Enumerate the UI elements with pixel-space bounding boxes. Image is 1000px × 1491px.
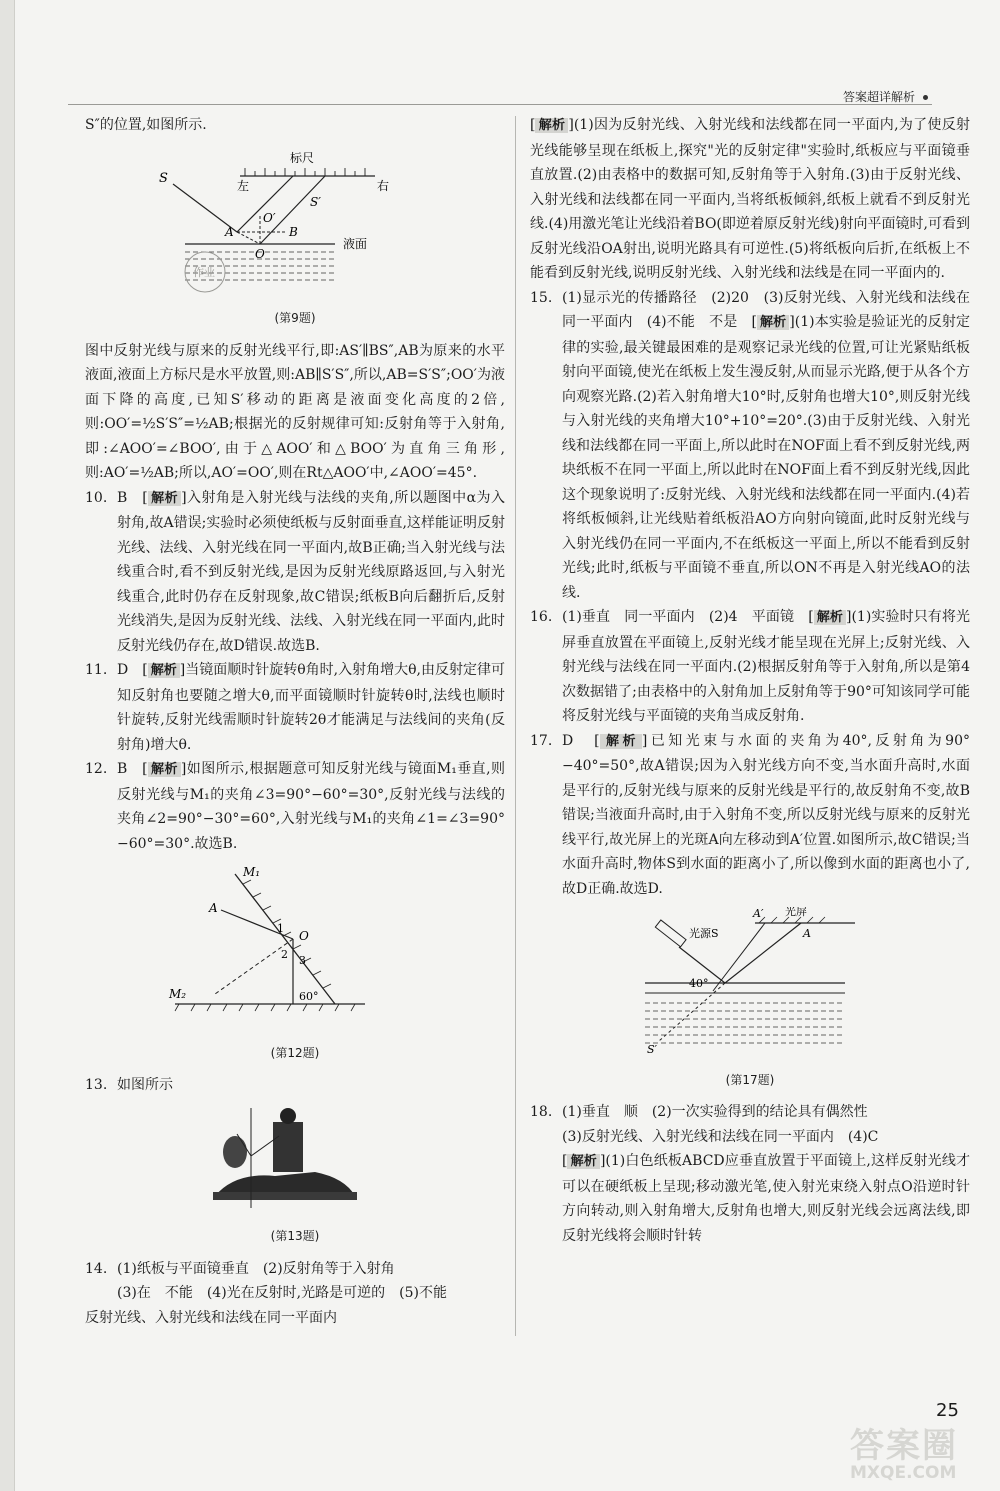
bird-shape (223, 1136, 247, 1168)
q10-tag: 解析 (148, 491, 181, 506)
q18-number: 18. (530, 1104, 553, 1120)
question-11: 11. D [ 解析 ]当镜面顺时针旋转θ角时,入射角增大θ,由反射定律可知反射角也要随之增大θ,而平面镜顺时针旋转θ时,法线也顺时针旋转,反射光线需顺时针旋转2θ才能满足与法线间的夹角(反射角)增大θ. (85, 658, 505, 757)
label-A: A (803, 927, 811, 940)
label-ruler: 标尺 (290, 150, 315, 165)
dashed-ray (237, 232, 260, 244)
figure-13 (85, 1104, 505, 1249)
label-60deg: 60° (299, 990, 319, 1003)
q18-tag: 解析 (567, 1154, 599, 1169)
q17-tag: 解析 (600, 734, 642, 749)
q11-number: 11. (85, 662, 108, 678)
q18-line-2: (3)反射光线、入射光线和法线在同一平面内 (4)C (562, 1128, 879, 1145)
watermark-logo (850, 1418, 958, 1483)
figure-17-caption: (第17题) (725, 1072, 775, 1087)
page-number: 25 (936, 1400, 959, 1421)
q12-answer: B (117, 761, 128, 777)
q14-explanation: [ 解析 ](1)因为反射光线、入射光线和法线都在同一平面内,为了使反射光线能够呈现在纸板上,探究"光的反射定律"实验时,纸板应与平面镜垂直放置.(2)由表格中的数据可知,反射角等于入射角.(3)由于反射光线、入射光线和法线都在同一平面内,当将纸板倾斜,纸板上就看不到反射光线.(4)用激光笔让光线沿着BO(即逆着原反射光线)射向平面镜时,可看到反射光线沿OA射出,说明光路具有可逆性.(5)将纸板向后折,在纸板上不能看到反射光线,说明反射光线、入射光线和法线是在同一平面内的. (530, 117, 970, 281)
q15-text: (1)本实验是验证光的反射定律的实验,最关键最困难的是观察记录光线的位置,可让光紧贴纸板射向平面镜,使光在纸板上发生漫反射,从而显示光路,便于从各个方向观察光路.(2)若入射角增大10°时,反射角也增大10°,则反射光线与入射光线的夹角增大10°+10°=20°.(3)由于反射光线、入射光线和法线都在同一平面上,所以此时在NOF面上看不到反射光线,两块纸板不在同一平面上,所以此时在NOF面上看不到反射光线,因此这个现象说明了:反射光线、入射光线和法线都在同一平面内.(4)若将纸板倾斜,让光线贴着纸板沿AO方向射向镜面,此时反射光线与入射光线仍在同一平面内,不在纸板这一平面上,所以不能看到反射光线;此时,纸板与平面镜不垂直,所以ON不再是入射光线AO的法线. (562, 314, 970, 601)
label-S-prime: S′ (647, 1043, 658, 1056)
q13-number: 13. (85, 1077, 108, 1093)
q14-tag: 解析 (535, 118, 568, 133)
question-14 (85, 1257, 505, 1306)
question-15: 15. (1)显示光的传播路径 (2)20 (3)反射光线、入射光线和法线在同一平面内 (4)不能 不是 [ 解析 ](1)本实验是验证光的反射定律的实验,最关键最困难的是观察记录光线的位置,可让光紧贴纸板射向平面镜,使光在纸板上发生漫反射,从而显示光路,便于从各个方向观察光路.(2)若入射角增大10°时,反射角也增大10°,则反射光线与入射光线的夹角增大10°+10°=20°.(3)由于反射光线、入射光线和法线都在同一平面上,所以此时在NOF面上看不到反射光线,两块纸板不在同一平面上,所以此时在NOF面上看不到反射光线,因此这个现象说明了:反射光线、入射光线和法线都在同一平面内.(4)若将纸板倾斜,让光线贴着纸板沿AO方向射向镜面,此时反射光线与入射光线仍在同一平面内,不在纸板这一平面上,所以不能看到反射光线;此时,纸板与平面镜不垂直,所以ON不再是入射光线AO的法线. (530, 286, 970, 606)
q15-tag: 解析 (757, 315, 789, 330)
page-binding-edge (0, 0, 15, 1491)
intro-line: S″的位置,如图所示. (85, 117, 207, 133)
watermark-sub: MXQE.COM (850, 1463, 957, 1483)
q18-text: (1)白色纸板ABCD应垂直放置于平面镜上,这样反射光线才可以在硬纸板上呈现;移动激光笔,使入射光束绕入射点O沿逆时针方向转动,则入射角增大,反射角也增大,则反射光线会远离法线,即反射光线将会顺时针转 (562, 1153, 970, 1244)
q13-text: 如图所示 (117, 1077, 173, 1093)
mirror-M2-hatch (175, 1004, 355, 1011)
q14-line-2: (3)在 不能 (4)光在反射时,光路是可逆的 (5)不能 (117, 1285, 447, 1301)
q17-text: 已知光束与水面的夹角为40°,反射角为90°−40°=50°,故A错误;因为入射光线方向不变,当水面升高时,水面是平行的,反射光线与原来的反射光线是平行的,故反射角不变,故B错误;当液面升高时,由于入射角不变,所以反射光线与原来的反射光线平行,故光屏上的光斑A向左移动到A′位置.如图所示,故C错误;当水面升高时,物体S到水面的距离小了,所以像到水面的距离也小了,故D正确.故选D. (562, 732, 970, 897)
q16-answer: (1)垂直 同一平面内 (2)4 平面镜 (562, 609, 795, 625)
q14-number: 14. (85, 1260, 108, 1277)
q15-number: 15. (530, 289, 553, 306)
q14-explanation-text: (1)因为反射光线、入射光线和法线都在同一平面内,为了使反射光线能够呈现在纸板上,探究"光的反射定律"实验时,纸板应与平面镜垂直放置.(2)由表格中的数据可知,反射角等于入射角.(3)由于反射光线、入射光线和法线都在同一平面内,当将纸板倾斜,纸板上就看不到反射光线.(4)用激光笔让光线沿着BO(即逆着原反射光线)射向平面镜时,可看到反射光线沿OA射出,说明光路具有可逆性.(5)将纸板向后折,在纸板上不能看到反射光线,说明反射光线、入射光线和法线是在同一平面内的. (530, 117, 970, 281)
figure-12 (85, 862, 505, 1065)
stamp-text: 作业 (193, 265, 215, 279)
laser-source (655, 920, 686, 947)
q11-tag: 解析 (148, 663, 180, 678)
column-divider (515, 116, 516, 1336)
label-A: A (209, 901, 218, 915)
q17-number: 17. (530, 732, 553, 749)
image-dashed (659, 983, 725, 1041)
left-column (85, 113, 505, 1330)
q16-number: 16. (530, 609, 553, 625)
label-B: B (289, 224, 298, 239)
label-source: 光源S (689, 927, 719, 940)
person-body (273, 1122, 303, 1172)
ruler-ticks (245, 168, 365, 176)
reflected-beam (725, 923, 801, 983)
label-left: 左 (237, 178, 250, 193)
q16-tag: 解析 (814, 610, 846, 625)
question-17: 17. D [ 解析 ]已知光束与水面的夹角为40°,反射角为90°−40°=50°,故A错误;因为入射光线方向不变,当水面升高时,水面是平行的,反射光线与原来的反射光线是平行的,故反射角不变,故B错误;当液面升高时,由于入射角不变,所以反射光线与原来的反射光线平行,故光屏上的光斑A向左移动到A′位置.如图所示,故C错误;当水面升高时,物体S到水面的距离小了,所以像到水面的距离也小了,故D正确.故选D. (530, 729, 970, 902)
figure-9 (85, 144, 505, 331)
question-16: 16. (1)垂直 同一平面内 (2)4 平面镜 [ 解析 ](1)实验时只有将光屏垂直放置在平面镜上,反射光线才能呈现在光屏上;反射光线、入射光线与法线在同一平面内.(2)根据反射角等于入射角,所以是第4次数据错了;由表格中的入射角加上反射角等于90°可知该同学可能将反射光线与平面镜的夹角当成反射角. (530, 605, 970, 729)
right-column (530, 113, 970, 1248)
q10-text: 入射角是入射光线与法线的夹角,所以题图中α为入射角,故A错误;实验时必须使纸板与反射面垂直,这样能证明反射光线、法线、入射光线在同一平面内,故B正确;当入射光线与法线重合时,看不到反射光线,是因为反射光线原路返回,与入射光线重合,此时仍存在反射现象,故C错误;纸板B向后翻折后,反射光线消失,是因为反射光线、法线、入射光线在同一平面内,此时反射光线仍存在,故D错误.故选B. (117, 489, 506, 654)
rock-base (213, 1192, 357, 1200)
q16-text: (1)实验时只有将光屏垂直放置在平面镜上,反射光线才能呈现在光屏上;反射光线、入射光线与法线在同一平面内.(2)根据反射角等于入射角,所以是第4次数据错了;由表格中的入射角加上反射角等于90°可知该同学可能将反射光线与平面镜的夹角当成反射角. (562, 609, 970, 724)
figure-13-caption: (第13题) (270, 1229, 320, 1243)
figure-12-caption: (第12题) (270, 1045, 320, 1060)
water-lines (645, 1003, 845, 1043)
q18-line-1: (1)垂直 顺 (2)一次实验得到的结论具有偶然性 (562, 1104, 868, 1120)
label-screen: 光屏 (785, 907, 807, 918)
person-head (280, 1108, 296, 1124)
q10-number: 10. (85, 489, 108, 506)
label-A: A (225, 224, 234, 239)
figure-17-diagram (635, 907, 865, 1057)
label-angle-3: 3 (299, 954, 306, 967)
question-13 (85, 1073, 505, 1098)
q14-line-3: 反射光线、入射光线和法线在同一平面内 (85, 1309, 337, 1326)
label-A-prime: A′ (753, 907, 764, 920)
label-S-prime: S′ (310, 194, 321, 209)
label-right: 右 (377, 178, 390, 193)
watermark-main: 答案圈 (850, 1426, 958, 1466)
q12-text: 如图所示,根据题意可知反射光线与镜面M₁垂直,则反射光线与M₁的夹角∠3=90°−60°=30°,反射光线与法线的夹角∠2=90°−30°=60°,入射光线与M₁的夹角∠1=∠3=90°−60°=30°.故选B. (117, 761, 505, 852)
question-12: 12. B [ 解析 ]如图所示,根据题意可知反射光线与镜面M₁垂直,则反射光线与M₁的夹角∠3=90°−60°=30°,反射光线与法线的夹角∠2=90°−30°=60°,入射光线与M₁的夹角∠1=∠3=90°−60°=30°.故选B. (85, 757, 505, 856)
figure-12-diagram (165, 862, 425, 1030)
question-18: 18. (1)垂直 顺 (2)一次实验得到的结论具有偶然性 (3)反射光线、入射光线和法线在同一平面内 (4)C [ 解析 ](1)白色纸板ABCD应垂直放置于平面镜上,这样反射光线才可以在硬纸板上呈现;移动激光笔,使入射光束绕入射点O沿逆时针方向转动,则入射角增大,反射角也增大,则反射光线会远离法线,即反射光线将会顺时针转 (530, 1100, 970, 1248)
figure-13-photo (195, 1104, 395, 1214)
label-O-prime: O′ (263, 210, 276, 225)
label-M2: M₂ (169, 987, 187, 1001)
label-S: S (159, 170, 168, 186)
q14-line-1: (1)纸板与平面镜垂直 (2)反射角等于入射角 (117, 1260, 395, 1277)
label-liquid: 液面 (343, 236, 368, 251)
mirror-M1-hatch (243, 880, 331, 988)
q11-text: 当镜面顺时针旋转θ角时,入射角增大θ,由反射定律可知反射角也要随之增大θ,而平面镜顺时针旋转θ时,法线也顺时针旋转,反射光线需顺时针旋转2θ才能满足与法线间的夹角(反射角)增大θ. (117, 662, 505, 753)
question-10: 10. B [ 解析 ]入射角是入射光线与法线的夹角,所以题图中α为入射角,故A错误;实验时必须使纸板与反射面垂直,这样能证明反射光线、法线、入射光线在同一平面内,故B正确;当入射光线与法线重合时,看不到反射光线,是因为反射光线原路返回,与入射光线重合,此时仍存在反射现象,故C错误;纸板B向后翻折后,反射光线消失,是因为反射光线、法线、入射光线在同一平面内,此时反射光线仍存在,故D错误.故选B. (85, 486, 505, 659)
mirror-M1 (235, 874, 335, 1004)
label-O: O (255, 246, 265, 261)
q12-number: 12. (85, 761, 108, 777)
header-dot-icon (923, 95, 928, 100)
label-O: O (299, 929, 309, 943)
label-M1: M₁ (243, 865, 261, 879)
label-angle-2: 2 (281, 948, 288, 961)
header-title: 答案超详解析 (843, 88, 928, 105)
figure-9-diagram (145, 144, 445, 296)
label-40deg: 40° (689, 977, 709, 990)
label-angle-1: 1 (277, 922, 284, 935)
q10-answer: B (117, 489, 128, 506)
q9-explanation: 图中反射光线与原来的反射光线平行,即:AS′∥BS″,AB为原来的水平液面,液面上方标尺是水平放置,则:AB∥S′S″,所以,AB=S′S″;OO′为液面下降的高度,已知S′移动的距离是液面变化高度的2倍,则:OO′=½S′S″=½AB;根据光的反射规律可知:反射角等于入射角,即:∠AOO′=∠BOO′,由于△AOO′和△BOO′为直角三角形,则:AO′=½AB;所以,AO′=OO′,则在Rt△AOO′中,∠AOO′=45°. (85, 342, 505, 481)
q17-answer: D (562, 732, 574, 749)
q12-tag: 解析 (148, 762, 181, 777)
q11-answer: D (117, 662, 129, 678)
header-rule (68, 104, 932, 105)
figure-17 (530, 907, 970, 1092)
figure-9-caption: (第9题) (274, 311, 316, 325)
q15-answer: (1)显示光的传播路径 (2)20 (3)反射光线、入射光线和法线在同一平面内 (4)不能 不是 (562, 289, 970, 330)
